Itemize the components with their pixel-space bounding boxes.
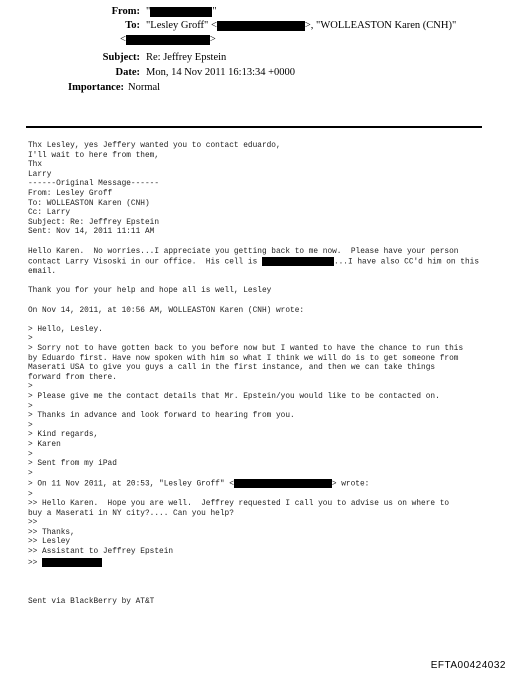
body-line: Sent: Nov 14, 2011 11:11 AM [28, 228, 155, 237]
subject-label: Subject: [102, 52, 140, 63]
to-value-line2: < > [120, 34, 216, 45]
redaction-box [150, 7, 212, 17]
body-line: by Eduardo first. Have now spoken with him so what I think we will do is to get someone from [28, 354, 459, 363]
body-line [28, 588, 479, 598]
body-line: >> Hello Karen. Hope you are well. Jeffrey requested I call you to advise us on where to [28, 500, 450, 509]
body-line: > [28, 383, 33, 392]
body-line: buy a Maserati in NY city?.... Can you help? [28, 509, 234, 518]
body-line: > Please give me the contact details that Mr. Epstein/you would like to be contacted on. [28, 393, 440, 401]
importance-label: Importance: [68, 82, 124, 93]
body-line: > [28, 450, 33, 459]
date-value: Mon, 14 Nov 2011 16:13:34 +0000 [146, 67, 296, 78]
body-line: Cc: Larry [28, 209, 71, 218]
redaction-box [234, 479, 332, 488]
body-line: Subject: Re: Jeffrey Epstein [28, 218, 160, 227]
body-line: From: Lesley Groff [28, 189, 113, 198]
body-line: I'll wait to here from them, [28, 151, 160, 160]
body-line: Maserati USA to give you guys a call in the first instance, and then we can take things [28, 364, 436, 373]
body-line [28, 297, 479, 307]
body-line: > [28, 490, 33, 499]
subject-value: Re: Jeffrey Epstein [146, 52, 227, 63]
body-line: > [28, 469, 33, 478]
body-line: On Nov 14, 2011, at 10:56 AM, WOLLEASTON Karen (CNH) wrote: [28, 306, 305, 315]
body-line: Sent via BlackBerry by AT&T [28, 597, 155, 606]
body-line: >> [28, 519, 38, 528]
body-line [28, 316, 479, 326]
body-line: Thank you for your help and hope all is well, Lesley [28, 287, 272, 296]
redaction-box [217, 21, 305, 31]
from-value: " " [146, 6, 217, 17]
body-line: > On 11 Nov 2011, at 20:53, "Lesley Groff" < > wrote: [28, 480, 370, 489]
body-line: >> Thanks, [28, 528, 75, 537]
body-line: > Kind regards, [28, 431, 99, 440]
from-label: From: [111, 6, 140, 17]
redaction-box [126, 35, 210, 45]
date-label: Date: [115, 67, 140, 78]
body-line: forward from there. [28, 373, 117, 382]
importance-value: Normal [128, 82, 161, 93]
body-line: > [28, 421, 33, 430]
body-line [28, 238, 479, 248]
body-line: Thx Lesley, yes Jeffery wanted you to contact eduardo, [28, 142, 281, 150]
body-line: >> Assistant to Jeffrey Epstein [28, 548, 174, 557]
body-line: >> Lesley [28, 538, 71, 547]
body-line: > [28, 335, 33, 344]
body-line: > Karen [28, 440, 61, 449]
body-line: Larry [28, 170, 52, 179]
body-line: > Thanks in advance and look forward to hearing from you. [28, 412, 295, 421]
body-line: >> [28, 558, 479, 569]
body-line: > [28, 402, 33, 411]
header-divider [26, 126, 482, 128]
body-line: contact Larry Visoski in our office. His cell is ...I have also CC'd him on this [28, 258, 479, 267]
body-line [28, 569, 479, 579]
body-line: ------Original Message------ [28, 180, 160, 189]
body-line: email. [28, 268, 57, 277]
to-value: "Lesley Groff" < >, "WOLLEASTON Karen (CNH)" [146, 20, 457, 31]
body-line: > Sorry not to have gotten back to you before now but I wanted to have the chance to run this [28, 345, 464, 354]
email-body [28, 142, 479, 607]
redaction-box [42, 558, 102, 567]
to-label: To: [125, 20, 140, 31]
body-line [28, 578, 479, 588]
body-line: > Sent from my iPad [28, 460, 117, 469]
bates-number: EFTA00424032 [430, 660, 506, 671]
body-line: > Hello, Lesley. [28, 325, 103, 334]
body-line [28, 278, 479, 288]
redaction-box [262, 257, 334, 266]
body-line: To: WOLLEASTON Karen (CNH) [28, 199, 150, 208]
body-line: Thx [28, 161, 43, 170]
body-line: Hello Karen. No worries...I appreciate you getting back to me now. Please have your person [28, 247, 459, 256]
